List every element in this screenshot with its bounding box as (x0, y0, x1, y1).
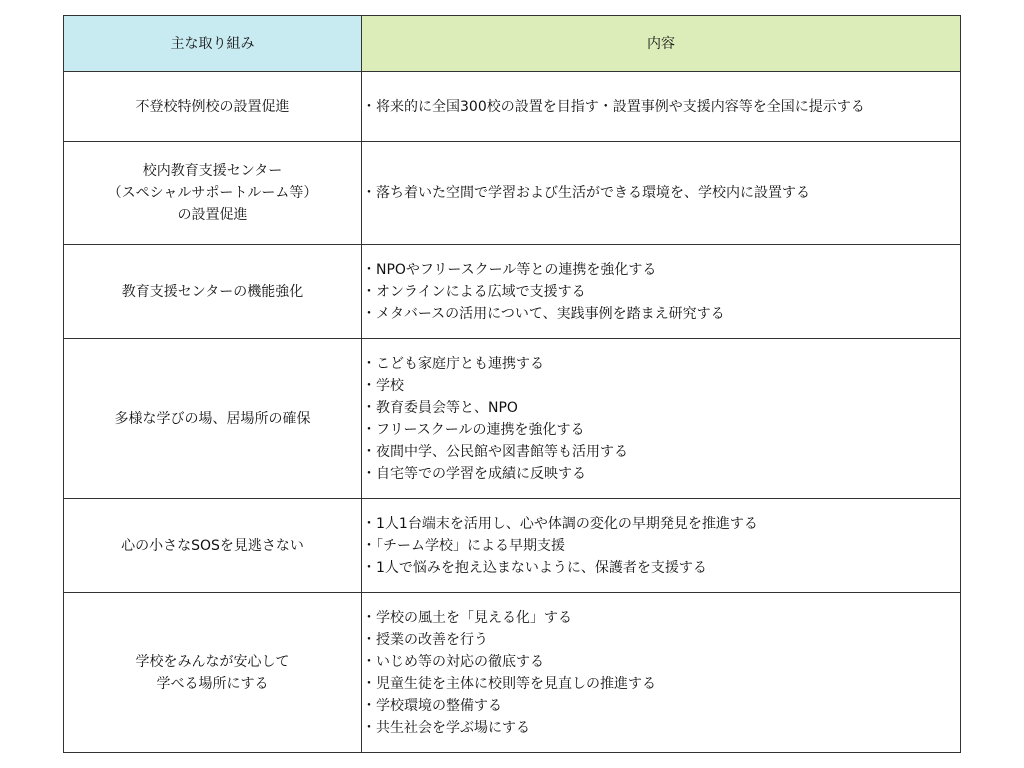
initiative-title: 心の小さなSOSを見逃さない (121, 537, 304, 554)
content-item: ・夜間中学、公民館や図書館等も活用する (362, 443, 628, 460)
initiative-cell (64, 72, 362, 142)
initiative-title: 多様な学びの場、居場所の確保 (114, 410, 311, 427)
content-item: ・学校の風土を「見える化」する (362, 609, 572, 626)
content-item: ・共生社会を学ぶ場にする (362, 719, 530, 736)
initiative-cell (64, 339, 362, 499)
table-row (64, 245, 961, 339)
content-item: ・こども家庭庁とも連携する (362, 355, 544, 372)
content-cell (362, 245, 961, 339)
initiative-title: 校内教育支援センター (142, 163, 283, 179)
content-item: ・NPOやフリースクール等との連携を強化する (362, 261, 657, 278)
content-item: ・1人で悩みを抱え込まないように、保護者を支援する (362, 559, 707, 576)
table-row (64, 339, 961, 499)
initiative-title: 不登校特例校の設置促進 (135, 98, 290, 115)
initiative-cell (64, 593, 362, 753)
initiative-title: 学校をみんなが安心して (135, 653, 290, 670)
content-item: ・学校環境の整備する (362, 697, 502, 714)
content-item: ・授業の改善を行う (362, 631, 488, 648)
content-cell (362, 499, 961, 593)
content-item: ・フリースクールの連携を強化する (362, 421, 585, 438)
table-row (64, 72, 961, 142)
content-item: ・教育委員会等と、NPO (362, 399, 518, 416)
initiative-cell (64, 142, 362, 245)
content-item: ・落ち着いた空間で学習および生活ができる環境を、学校内に設置する (362, 185, 810, 201)
content-item: ・児童生徒を主体に校則等を見直しの推進する (362, 675, 656, 692)
initiative-title: 教育支援センターの機能強化 (121, 283, 304, 300)
content-item: ・いじめ等の対応の徹底する (362, 653, 544, 670)
content-item: ・オンラインによる広域で支援する (362, 283, 586, 300)
table-row (64, 593, 961, 753)
initiative-cell (64, 499, 362, 593)
table-row (64, 142, 961, 245)
content-cell (362, 593, 961, 753)
content-item: ・自宅等での学習を成績に反映する (362, 465, 586, 482)
content-cell (362, 142, 961, 245)
initiative-title: の設置促進 (177, 207, 248, 223)
initiative-title: （スペシャルサポートルーム等） (107, 185, 318, 201)
header-main-initiatives: 主な取り組み (64, 16, 362, 72)
content-item: ・メタバースの活用について、実践事例を踏まえ研究する (362, 305, 725, 322)
table-row (64, 499, 961, 593)
initiative-cell (64, 245, 362, 339)
initiative-title: 学べる場所にする (156, 675, 269, 692)
content-item: ・「チーム学校」による早期支援 (362, 537, 565, 554)
content-item: ・学校 (362, 377, 404, 394)
measures-table (63, 15, 961, 753)
header-content: 内容 (362, 16, 961, 72)
content-cell (362, 339, 961, 499)
content-item: ・将来的に全国300校の設置を目指す・設置事例や支援内容等を全国に提示する (362, 98, 865, 115)
content-cell (362, 72, 961, 142)
header-row (64, 16, 961, 72)
content-item: ・1人1台端末を活用し、心や体調の変化の早期発見を推進する (362, 515, 758, 532)
